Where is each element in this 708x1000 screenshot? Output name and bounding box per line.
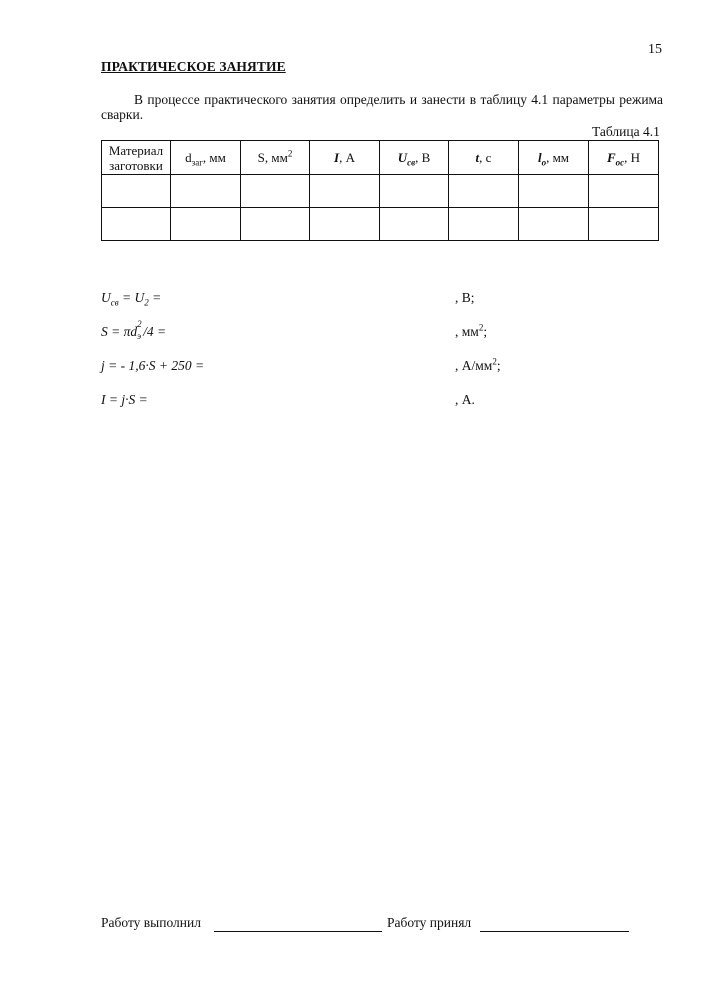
footer-accepted-by: Работу принял [387, 915, 472, 930]
header-area-label: S, мм [257, 150, 288, 165]
table-cell[interactable] [589, 175, 659, 208]
table-caption: Таблица 4.1 [592, 124, 660, 139]
formula-current-density-unit-text: , А/мм [455, 358, 493, 373]
table-row [102, 208, 659, 241]
header-length-unit: , мм [546, 150, 570, 165]
header-material-line2: заготовки [109, 157, 163, 173]
table-cell[interactable] [241, 175, 310, 208]
formula-voltage-unit: , В; [455, 290, 475, 305]
table-cell[interactable] [171, 208, 241, 241]
header-area-sup: 2 [287, 148, 293, 159]
table-header-row [102, 141, 659, 175]
header-force-symbol: F [606, 150, 616, 165]
formula-area: S = πd 2 э /4 = [101, 319, 167, 341]
formula-current-density-unit [455, 358, 501, 374]
table-cell[interactable] [380, 208, 449, 241]
header-current-symbol: I [334, 150, 340, 165]
header-diameter-sub: заг [191, 157, 203, 168]
header-voltage-sub: св [407, 157, 416, 168]
header-force-sub: ос [615, 157, 625, 168]
header-diameter [171, 141, 241, 175]
header-voltage-unit: , В [415, 150, 431, 165]
header-time [449, 141, 519, 175]
formula-area-tail: /4 = [143, 324, 167, 339]
header-material-line1: Материал [108, 142, 164, 158]
header-voltage [380, 141, 449, 175]
formula-area-lhs: S = [101, 324, 124, 339]
done-by-signature-line[interactable] [214, 931, 382, 932]
table-cell[interactable] [310, 175, 380, 208]
header-length-symbol: l [537, 150, 542, 165]
table-cell[interactable] [449, 208, 519, 241]
formula-area-pi: π [123, 324, 131, 339]
parameters-table [101, 140, 659, 241]
formula-voltage-eq: = [118, 290, 135, 305]
formula-area-unit [455, 324, 487, 340]
page-title: ПРАКТИЧЕСКОЕ ЗАНЯТИЕ [101, 59, 286, 74]
header-force-unit: , Н [624, 150, 641, 165]
formula-voltage-u2: U [134, 290, 145, 305]
header-area [241, 141, 310, 175]
intro-paragraph: В процессе практического занятия определить и занести в таблицу 4.1 параметры режима сварки. [101, 92, 663, 122]
formula-voltage-u: U [101, 290, 111, 305]
formula-voltage-u-sub: св [110, 297, 119, 308]
header-length-sub: о [541, 157, 547, 168]
accepted-by-signature-line[interactable] [480, 931, 629, 932]
formula-voltage [101, 290, 161, 306]
formula-area-unit-end: ; [483, 324, 488, 339]
table-row [102, 175, 659, 208]
page-number: 15 [648, 42, 662, 57]
formula-current-unit: , А. [455, 392, 475, 407]
header-length [519, 141, 589, 175]
table-cell[interactable] [519, 208, 589, 241]
formula-voltage-tail: = [148, 290, 162, 305]
table-cell[interactable] [102, 175, 171, 208]
header-current [310, 141, 380, 175]
footer-done-by: Работу выполнил [101, 915, 201, 930]
header-diameter-symbol: d [185, 150, 192, 165]
header-voltage-symbol: U [397, 150, 408, 165]
formula-area-d: d [130, 324, 138, 339]
formula-current-density-unit-end: ; [496, 358, 501, 373]
formula-area-unit-sup: 2 [478, 322, 484, 333]
formula-current-density-unit-sup: 2 [492, 356, 497, 367]
header-diameter-unit: , мм [202, 150, 226, 165]
header-time-unit: , с [479, 150, 492, 165]
table-cell[interactable] [241, 208, 310, 241]
header-current-unit: , А [339, 150, 355, 165]
formula-area-unit-text: , мм [455, 324, 479, 339]
formula-current: I = j·S = [101, 392, 148, 407]
table-cell[interactable] [380, 175, 449, 208]
table-cell[interactable] [102, 208, 171, 241]
header-time-symbol: t [475, 150, 480, 165]
table-cell[interactable] [519, 175, 589, 208]
header-material [102, 141, 171, 175]
table-cell[interactable] [449, 175, 519, 208]
table-cell[interactable] [589, 208, 659, 241]
formula-current-density: j = - 1,6·S + 250 = [101, 358, 205, 373]
header-force [589, 141, 659, 175]
formula-voltage-u2-sub: 2 [144, 297, 149, 308]
table-cell[interactable] [310, 208, 380, 241]
table-cell[interactable] [171, 175, 241, 208]
